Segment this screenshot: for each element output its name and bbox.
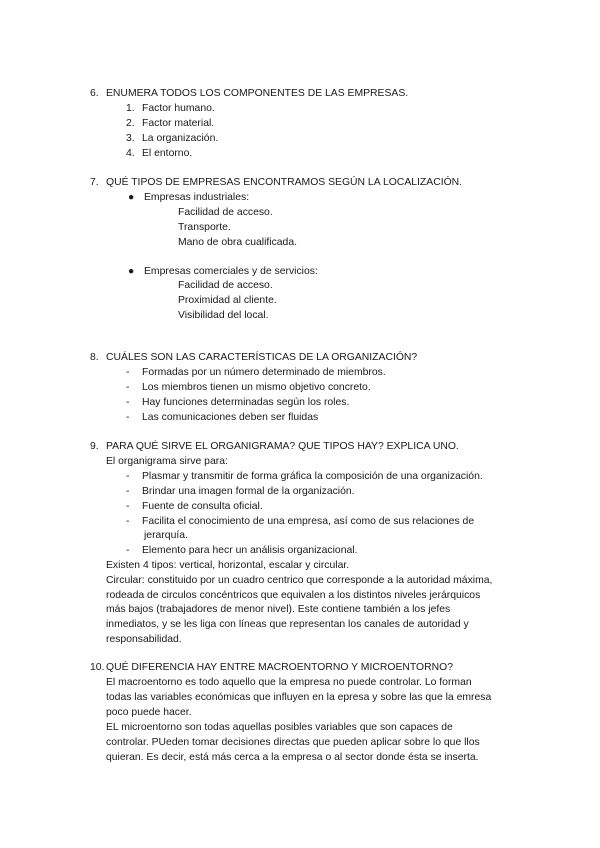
list-item-text: Brindar una imagen formal de la organización. (142, 486, 355, 497)
dash-marker: - (126, 471, 130, 482)
list-item-text: Los miembros tienen un mismo objetivo concreto. (142, 382, 371, 393)
question-8-title (90, 350, 417, 365)
list-item: Proximidad al cliente. (178, 295, 277, 306)
list-item: Transporte. (178, 222, 231, 233)
list-item-text: Las comunicaciones deben ser fluidas (142, 412, 319, 423)
dash-marker: - (126, 486, 130, 497)
bullet-group-label (128, 264, 318, 279)
list-item-text: El entorno. (142, 148, 193, 159)
paragraph-line: todas las variables económicas que influyen en la epresa y sobre las que la emresa (106, 692, 492, 703)
list-item-text: Factor material. (142, 118, 215, 129)
list-item: Facilidad de acceso. (178, 280, 273, 291)
dash-marker: - (126, 397, 130, 408)
list-item: Visibilidad del local. (178, 310, 269, 321)
list-item: Facilidad de acceso. (178, 207, 273, 218)
list-item (126, 116, 214, 131)
dash-marker: - (126, 382, 130, 393)
bullet-icon: ● (128, 192, 135, 203)
paragraph-line: responsabilidad. (106, 634, 182, 645)
list-marker: 4. (126, 148, 135, 159)
bullet-group-label (128, 190, 249, 205)
list-item (126, 514, 474, 529)
list-item-text: Fuente de consulta oficial. (142, 501, 263, 512)
paragraph-line: El macroentorno es todo aquello que la empresa no puede controlar. Lo forman (106, 677, 472, 688)
list-item (126, 395, 349, 410)
question-title: PARA QUÉ SIRVE EL ORGANIGRAMA? QUE TIPOS HAY? EXPLICA UNO. (106, 441, 459, 452)
question-title: CUÁLES SON LAS CARACTERÍSTICAS DE LA ORGANIZACIÓN? (106, 352, 418, 363)
paragraph-line: EL microentorno son todas aquellas posibles variables que son capaces de (106, 722, 453, 733)
paragraph-line: inmediatos, y se les liga con líneas que representan los canales de autoridad y (106, 619, 469, 630)
list-item-text: Facilita el conocimiento de una empresa, así como de sus relaciones de (142, 516, 475, 527)
list-item (126, 101, 215, 116)
bullet-icon: ● (128, 266, 135, 277)
list-item (126, 380, 371, 395)
list-item-text: Elemento para hecr un análisis organizacional. (142, 545, 358, 556)
list-item (126, 543, 357, 558)
question-6-title (90, 86, 408, 101)
list-marker: 2. (126, 118, 135, 129)
question-title: ENUMERA TODOS LOS COMPONENTES DE LAS EMPRESAS. (106, 88, 409, 99)
dash-marker: - (126, 412, 130, 423)
list-marker: 1. (126, 103, 135, 114)
group-label: Empresas comerciales y de servicios: (144, 266, 318, 277)
list-item (126, 146, 192, 161)
question-10-title (90, 660, 453, 675)
list-item (126, 410, 318, 425)
paragraph-line: quieran. Es decir, está más cerca a la empresa o al sector donde ésta se inserta. (106, 752, 479, 763)
list-item-text: La organización. (142, 133, 219, 144)
list-item (126, 131, 218, 146)
intro-text: El organigrama sirve para: (106, 456, 228, 467)
types-text: Existen 4 tipos: vertical, horizontal, escalar y circular. (106, 560, 350, 571)
list-item-text: Hay funciones determinadas según los roles. (142, 397, 350, 408)
list-item (126, 484, 355, 499)
paragraph-line: más bajos (trabajadores de menor nivel). Este contiene también a los jefes (106, 604, 451, 615)
dash-marker: - (126, 516, 130, 527)
question-9-title (90, 439, 459, 454)
list-item-continuation: jerarquía. (144, 530, 188, 541)
dash-marker: - (126, 367, 130, 378)
list-item (126, 365, 386, 380)
question-number: 9. (90, 441, 99, 452)
question-number: 8. (90, 352, 99, 363)
paragraph-line: rodeada de circulos concéntricos que equivalen a los distintos niveles jerárquicos (106, 590, 481, 601)
list-item (126, 499, 263, 514)
group-label: Empresas industriales: (144, 192, 250, 203)
question-number: 7. (90, 177, 99, 188)
list-item: Mano de obra cualificada. (178, 237, 297, 248)
paragraph-line: controlar. PUeden tomar decisiones directas que pueden aplicar sobre lo que llos (106, 737, 480, 748)
paragraph-line: Circular: constituido por un cuadro centrico que corresponde a la autoridad máxima, (106, 575, 493, 586)
list-item-text: Plasmar y transmitir de forma gráfica la composición de una organización. (142, 471, 483, 482)
list-item-text: Factor humano. (142, 103, 215, 114)
list-item (126, 469, 483, 484)
question-7-title (90, 175, 462, 190)
question-title: QUÉ DIFERENCIA HAY ENTRE MACROENTORNO Y MICROENTORNO? (106, 662, 453, 673)
dash-marker: - (126, 545, 130, 556)
question-number: 6. (90, 88, 99, 99)
question-number: 10. (90, 662, 105, 673)
list-item-text: Formadas por un número determinado de miembros. (142, 367, 386, 378)
paragraph-line: poco puede hacer. (106, 707, 192, 718)
dash-marker: - (126, 501, 130, 512)
question-title: QUÉ TIPOS DE EMPRESAS ENCONTRAMOS SEGÚN LA LOCALIZACIÓN. (106, 177, 463, 188)
list-marker: 3. (126, 133, 135, 144)
